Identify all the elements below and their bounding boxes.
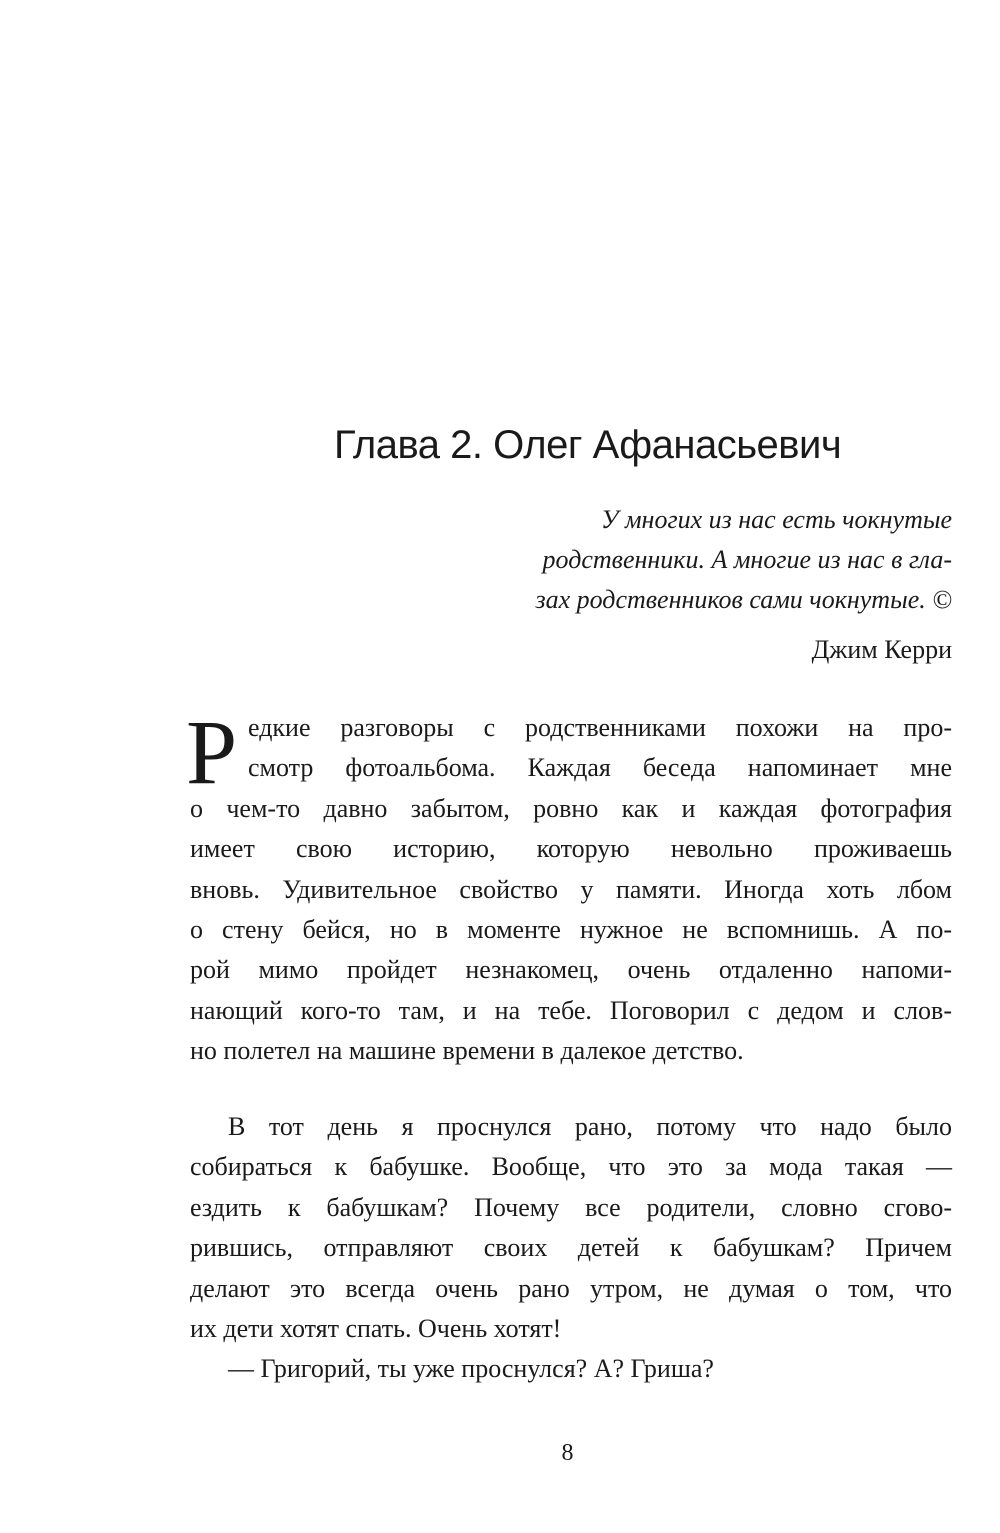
chapter-title: Глава 2. Олег Афанасьевич <box>334 423 842 467</box>
paragraph-line: рой мимо пройдет незнакомец, очень отдаленно напоми- <box>190 955 952 985</box>
paragraph-2 <box>190 1107 952 1349</box>
paragraph-1 <box>186 701 952 1072</box>
paragraph-line: их дети хотят спать. Очень хотят! <box>190 1313 562 1343</box>
paragraph-line: делают это всегда очень рано утром, не думая о том, что <box>190 1273 952 1303</box>
paragraph-line: имеет свою историю, которую невольно проживаешь <box>190 834 952 864</box>
epigraph <box>430 500 952 620</box>
epigraph-line: родственники. А многие из нас в гла- <box>542 545 952 574</box>
paragraph-line: смотр фотоальбома. Каждая беседа напоминает мне <box>248 753 952 783</box>
paragraph-line: о чем-то давно забытом, ровно как и каждая фотография <box>190 793 952 823</box>
paragraph-line: рившись, отправляют своих детей к бабушкам? Причем <box>190 1233 952 1263</box>
paragraph-line: но полетел на машине времени в далекое детство. <box>190 1036 744 1066</box>
paragraph-line: вновь. Удивительное свойство у памяти. Иногда хоть лбом <box>190 874 952 904</box>
paragraph-line: В тот день я проснулся рано, потому что надо было <box>228 1112 952 1141</box>
paragraph-line: едкие разговоры с родственниками похожи на про- <box>248 713 952 742</box>
page-number: 8 <box>561 1440 574 1466</box>
paragraph-line: ездить к бабушкам? Почему все родители, словно сгово- <box>190 1192 952 1222</box>
dialogue-line: — Григорий, ты уже проснулся? А? Гриша? <box>228 1354 714 1383</box>
paragraph-line: собираться к бабушке. Вообще, что это за мода такая — <box>190 1152 952 1182</box>
epigraph-author: Джим Керри <box>811 635 952 664</box>
drop-cap: Р <box>186 701 238 803</box>
epigraph-line: зах родственников сами чокнутые. © <box>535 585 952 614</box>
paragraph-line: нающий кого-то там, и на тебе. Поговорил с дедом и слов- <box>190 995 952 1025</box>
paragraph-line: о стену бейся, но в моменте нужное не вспомнишь. А по- <box>190 914 952 944</box>
epigraph-line: У многих из нас есть чокнутые <box>600 505 952 534</box>
